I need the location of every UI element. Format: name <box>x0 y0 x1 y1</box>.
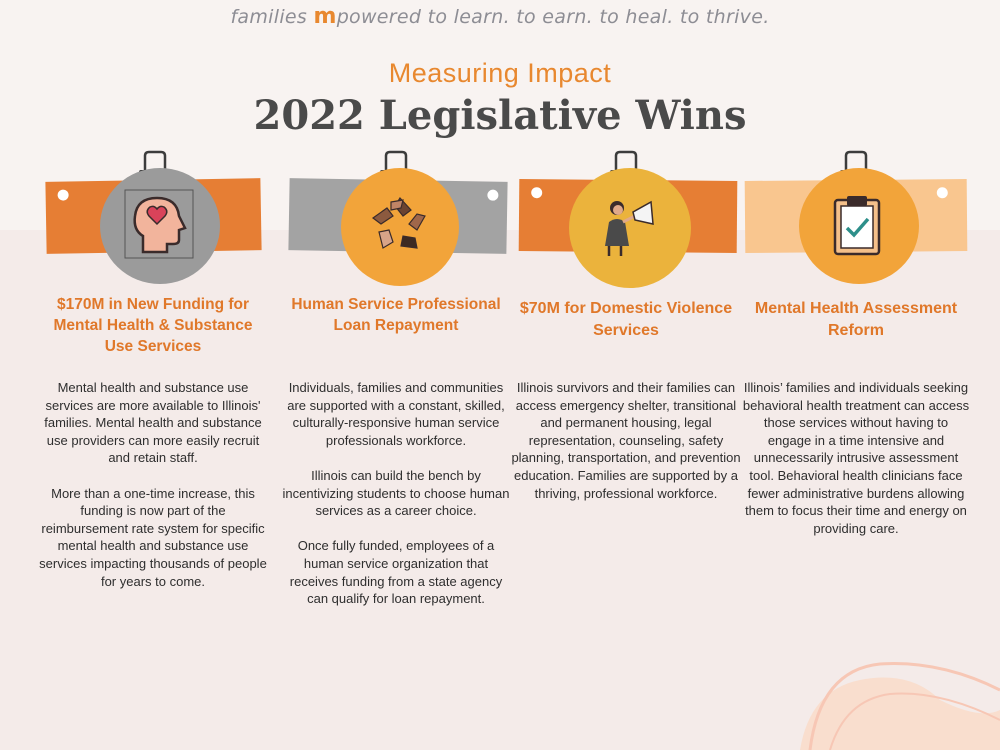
tagline-prefix: families <box>230 6 314 28</box>
hands-circle-icon <box>367 192 433 258</box>
card-domestic-violence <box>511 150 741 750</box>
card-body <box>281 379 511 608</box>
card-paragraph: More than a one-time increase, this funding is now part of the reimbursement rate system for specific mental health and substance use services impacting thousands of people for years to come. <box>39 485 267 589</box>
tagline-suffix: powered to learn. to earn. to heal. to thrive. <box>336 6 770 28</box>
decorative-swirl <box>790 650 1000 750</box>
card-body <box>511 379 741 502</box>
card-paragraph: Mental health and substance use services are more available to Illinois' families. Mental health and substance use providers can more easily recruit and retain staff. <box>44 380 262 466</box>
page-title: 2022 Legislative Wins <box>253 92 747 139</box>
head-heart-icon <box>123 188 195 260</box>
card-loan-repayment <box>281 150 511 750</box>
brand-m-logo: m <box>313 4 337 29</box>
card-title: $170M in New Funding for Mental Health & Substance Use Services <box>53 296 253 355</box>
card-paragraph: Once fully funded, employees of a human service organization that receives funding from a state agency can qualify for loan repayment. <box>289 538 503 607</box>
card-title: $70M for Domestic Violence Services <box>519 300 733 339</box>
card-title: Human Service Professional Loan Repayment <box>291 296 501 334</box>
card-body <box>38 379 268 590</box>
card-mental-health-funding <box>38 150 268 750</box>
megaphone-person-icon <box>595 190 665 260</box>
card-paragraph: Illinois’ families and individuals seeking behavioral health treatment can access those services without having to engage in a time intensive and unnecessarily intrusive assessment tool. Behavioral health clinicians face fewer administrative burdens allowing them to focus their time and energy on providing care. <box>742 380 970 536</box>
card-body <box>741 379 971 537</box>
card-paragraph: Illinois survivors and their families can access emergency shelter, transitional and permanent housing, legal representation, counseling, safety planning, transportation, and prevention education. Families are supported by a thriving, professional workforce. <box>511 380 741 501</box>
card-paragraph: Illinois can build the bench by incentivizing students to choose human services as a career choice. <box>282 467 510 519</box>
clipboard-check-icon <box>827 192 887 258</box>
tagline <box>0 4 1000 29</box>
page-subtitle: Measuring Impact <box>388 58 612 88</box>
card-paragraph: Individuals, families and communities are supported with a constant, skilled, culturally-responsive human service professionals workforce. <box>287 380 505 448</box>
card-title: Mental Health Assessment Reform <box>754 300 958 339</box>
